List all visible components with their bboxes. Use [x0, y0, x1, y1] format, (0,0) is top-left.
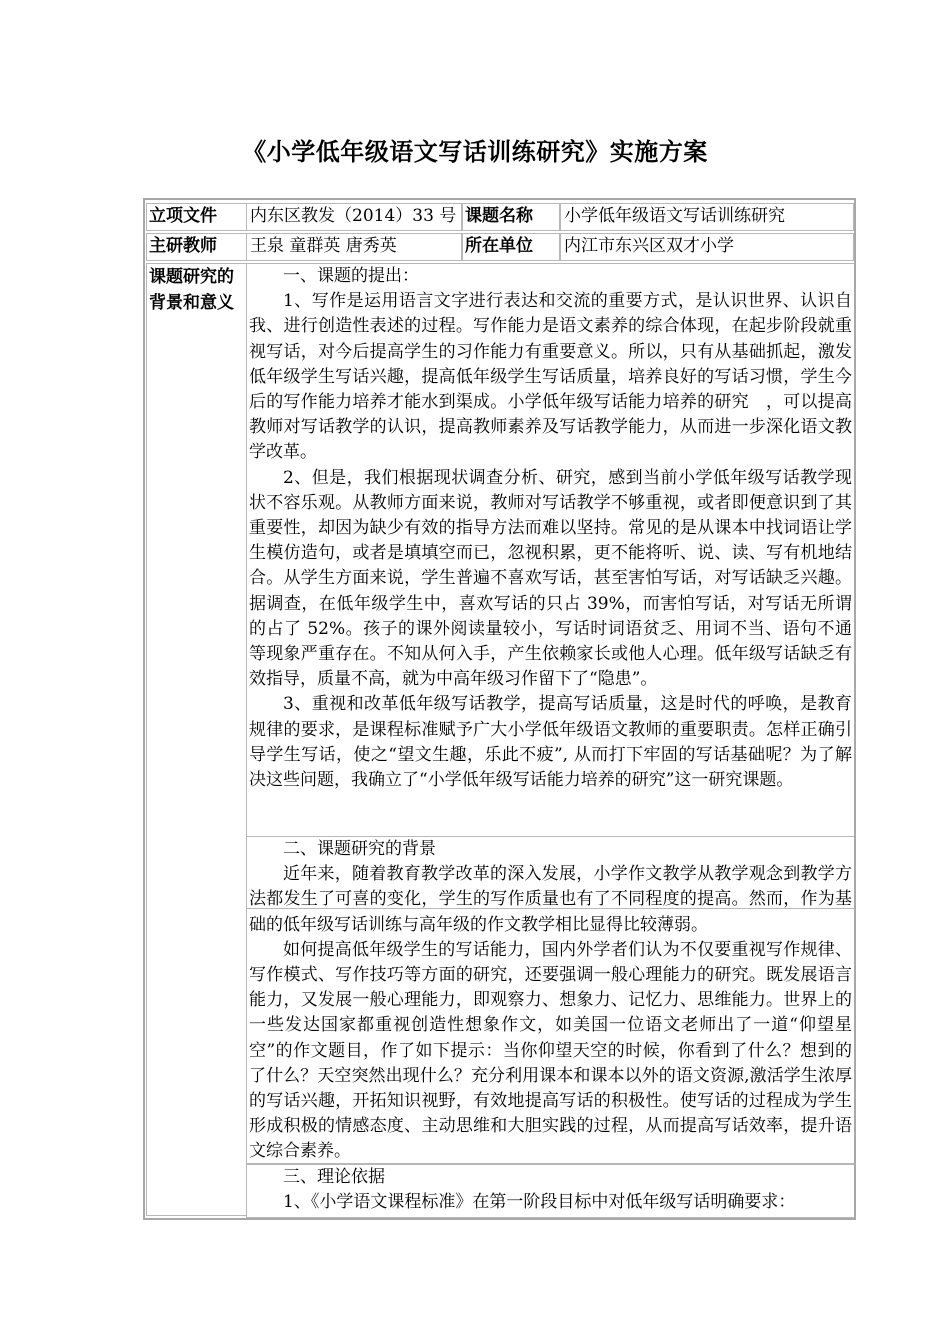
section-topic-proposal — [246, 263, 854, 909]
value-unit: 内江市东兴区双才小学 — [560, 233, 854, 261]
label-lead-teachers: 主研教师 — [146, 233, 247, 261]
label-unit: 所在单位 — [462, 233, 560, 261]
label-project-file: 立项文件 — [146, 203, 247, 231]
section-theoretical-basis — [246, 1164, 854, 1218]
paragraph: 1、写作是运用语言文字进行表达和交流的重要方式，是认识世界、认识自我、进行创造性表述的过程。写作能力是语文素养的综合体现，在起步阶段就重视写话，对今后提高学生的习作能力有重要意义。所以，只有从基础抓起，激发低年级学生写话兴趣，提高低年级学生写话质量，培养良好的写话习惯，学生今后的写作能力培养才能水到渠成。小学低年级写话能力培养的研究 ，可以提高教师对写话教学的认识，提高教师素养及写话教学能力，从而进一步深化语文教学改革。 — [249, 291, 852, 463]
paragraph: 3、重视和改革低年级写话教学，提高写话质量，这是时代的呼唤，是教育规律的要求，是课程标准赋予广大小学低年级语文教师的重要职责。怎样正确引导学生写话，使之“望文生趣，乐此不疲”, 从而打下牢固的写话基础呢？为了解决这些问题，我确立了“小学低年级写话能力培养的研究”这一研究课题。 — [249, 694, 852, 791]
paragraph: 近年来，随着教育教学改革的深入发展，小学作文教学从教学观念到教学方法都发生了可喜的变化，学生的写作质量也有了不同程度的提高。然而，作为基础的低年级写话训练与高年级的作文教学相比显得比较薄弱。 — [249, 864, 852, 935]
value-project-file: 内东区教发（2014）33 号 — [246, 203, 462, 231]
document-title: 《小学低年级语文写话训练研究》实施方案 — [242, 137, 708, 166]
paragraph: 1、《小学语文课程标准》在第一阶段目标中对低年级写话明确要求： — [283, 1192, 796, 1213]
plan-table — [143, 198, 856, 1220]
section-heading: 二、课题研究的背景 — [283, 839, 436, 859]
section-heading: 三、理论依据 — [283, 1167, 385, 1187]
value-lead-teachers: 王泉 童群英 唐秀英 — [246, 233, 462, 261]
label-topic-name: 课题名称 — [462, 203, 560, 231]
paragraph: 2、但是，我们根据现状调查分析、研究，感到当前小学低年级写话教学现状不容乐观。从教师方面来说，教师对写话教学不够重视，或者即便意识到了其重要性，却因为缺少有效的指导方法而难以坚持。常见的是从课本中找词语让学生模仿造句，或者是填填空而已，忽视积累，更不能将听、说、读、写有机地结合。从学生方面来说，学生普遍不喜欢写话，甚至害怕写话，对写话缺乏兴趣。据调查，在低年级学生中，喜欢写话的只占 39%，而害怕写话，对写话无所谓的占了 52%。孩子的课外阅读量较小，写话时词语贫乏、用词不当、语句不通等现象严重存在。不知从何入手，产生依赖家长或他人心理。低年级写话缺乏有效指导，质量不高，就为中高年级习作留下了“隐患”。 — [249, 467, 852, 690]
value-topic-name: 小学低年级语文写话训练研究 — [560, 203, 854, 231]
section-heading: 一、课题的提出： — [283, 266, 419, 286]
paragraph: 如何提高低年级学生的写话能力，国内外学者们认为不仅要重视写作规律、写作模式、写作技巧等方面的研究，还要强调一般心理能力的研究。既发展语言能力，又发展一般心理能力，即观察力、想象力、记忆力、思维能力。世界上的一些发达国家都重视创造性想象作文，如美国一位语文老师出了一道“仰望星空”的作文题目，作了如下提示：当你仰望天空的时候，你看到了什么？想到的了什么？天空突然出现什么？充分利用课本和课本以外的语文资源,激活学生浓厚的写话兴趣，开拓知识视野，有效地提高写话的积极性。使写话的过程成为学生形成积极的情感态度、主动思维和大胆实践的过程，从而提高写话效率，提升语文综合素养。 — [249, 939, 852, 1162]
section-research-background — [246, 836, 854, 1164]
label-background-significance: 课题研究的背景和意义 — [146, 263, 247, 1216]
